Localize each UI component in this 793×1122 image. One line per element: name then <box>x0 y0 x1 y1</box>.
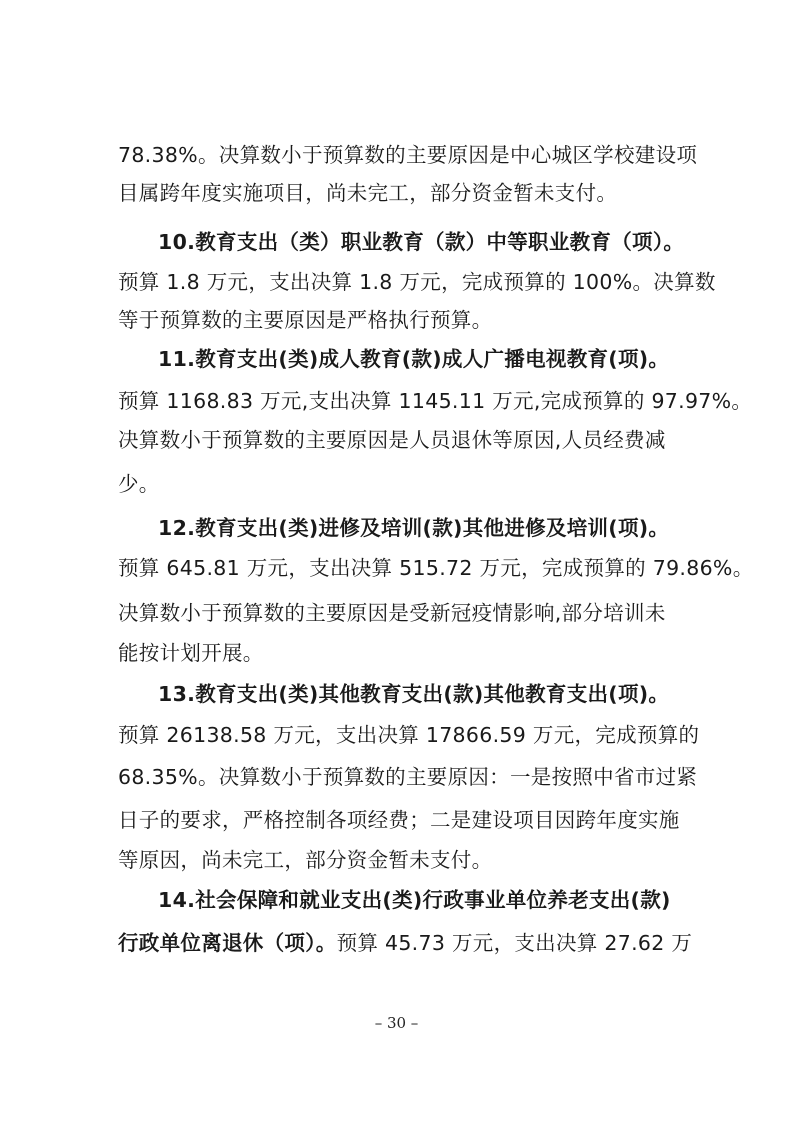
item-11-heading: 11.教育支出(类)成人教育(款)成人广播电视教育(项)。 <box>158 347 670 371</box>
item-14-heading: 14.社会保障和就业支出(类)行政事业单位养老支出(款) <box>158 888 671 912</box>
paragraph-9-line-2: 目属跨年度实施项目，尚未完工，部分资金暂未支付。 <box>118 181 618 205</box>
item-10-line-1: 预算 1.8 万元，支出决算 1.8 万元，完成预算的 100%。决算数 <box>118 270 716 294</box>
item-10-heading: 10.教育支出（类）职业教育（款）中等职业教育（项）。 <box>158 230 685 254</box>
paragraph-9-line-1: 78.38%。决算数小于预算数的主要原因是中心城区学校建设项 <box>118 143 698 167</box>
item-10-line-2: 等于预算数的主要原因是严格执行预算。 <box>118 308 493 332</box>
item-14-line-1 <box>118 923 693 963</box>
item-12-line-3: 能按计划开展。 <box>118 641 264 665</box>
item-12-line-2: 决算数小于预算数的主要原因是受新冠疫情影响,部分培训未 <box>118 601 666 625</box>
item-13-line-3: 日子的要求，严格控制各项经费；二是建设项目因跨年度实施 <box>118 808 680 832</box>
item-13-line-1: 预算 26138.58 万元，支出决算 17866.59 万元，完成预算的 <box>118 723 700 747</box>
item-11-line-3: 少。 <box>118 472 160 496</box>
item-11-line-2: 决算数小于预算数的主要原因是人员退休等原因,人员经费减 <box>118 428 666 452</box>
item-14-heading-continued: 行政单位离退休（项）。 <box>118 931 337 955</box>
item-14-text: 预算 45.73 万元，支出决算 27.62 万 <box>336 931 693 955</box>
item-13-line-4: 等原因，尚未完工，部分资金暂未支付。 <box>118 848 493 872</box>
page-number: – 30 – <box>374 1014 419 1032</box>
item-13-heading: 13.教育支出(类)其他教育支出(款)其他教育支出(项)。 <box>158 682 670 706</box>
item-12-heading: 12.教育支出(类)进修及培训(款)其他进修及培训(项)。 <box>158 516 670 540</box>
item-12-line-1: 预算 645.81 万元，支出决算 515.72 万元，完成预算的 79.86%。 <box>118 556 754 580</box>
item-13-line-2: 68.35%。决算数小于预算数的主要原因：一是按照中省市过紧 <box>118 765 698 789</box>
item-11-line-1: 预算 1168.83 万元,支出决算 1145.11 万元,完成预算的 97.97%。 <box>118 389 753 413</box>
